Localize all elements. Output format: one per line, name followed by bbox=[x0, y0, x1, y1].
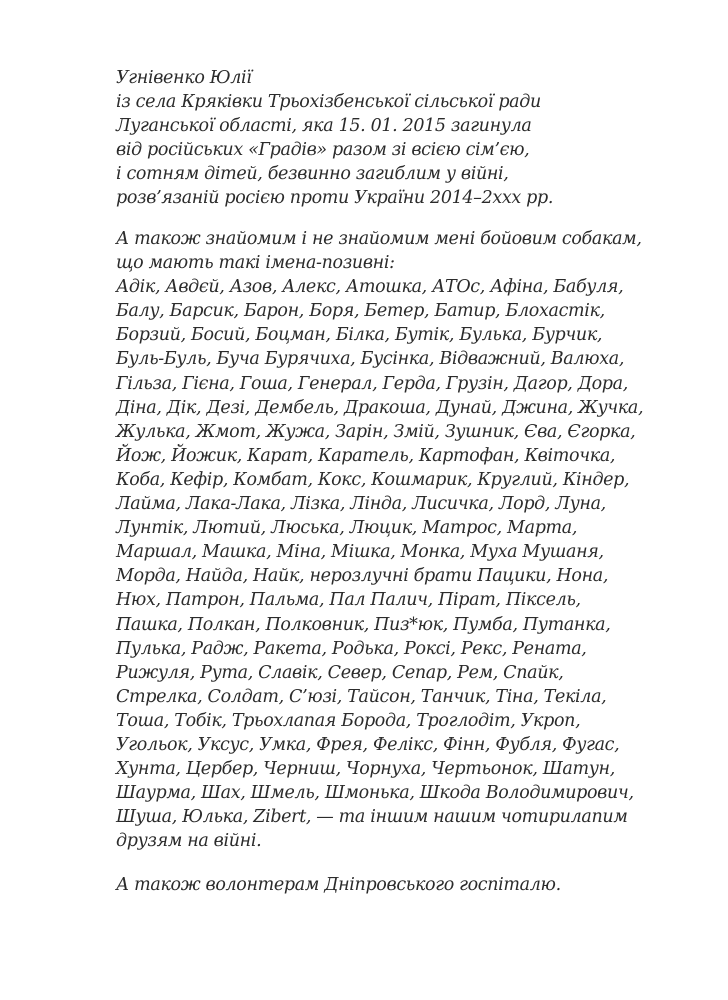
dog-names-line: Маршал, Машка, Міна, Мішка, Монка, Муха Мушаня, bbox=[116, 542, 604, 563]
dog-names-line: Угольок, Уксус, Умка, Фрея, Фелікс, Фінн, Фубля, Фугас, bbox=[116, 734, 620, 755]
dog-names-line: Коба, Кефір, Комбат, Кокс, Кошмарик, Круглий, Кіндер, bbox=[116, 469, 630, 490]
dog-names-line: Стрелка, Солдат, С’юзі, Тайсон, Танчик, Тіна, Текіла, bbox=[116, 686, 607, 707]
dog-names-line: Лунтік, Лютий, Люська, Люцик, Матрос, Марта, bbox=[116, 518, 578, 539]
dog-names-line: Нюх, Патрон, Пальма, Пал Палич, Пірат, Піксель, bbox=[116, 590, 581, 611]
dedication-paragraph bbox=[116, 66, 676, 211]
dog-names-line: Морда, Найда, Найк, нерозлучні брати Пацики, Нона, bbox=[116, 566, 609, 587]
dog-names-line: Пулька, Радж, Ракета, Родька, Роксі, Рекс, Рената, bbox=[116, 638, 587, 659]
volunteers-line: А також волонтерам Дніпровського госпіталю. bbox=[116, 875, 561, 895]
dog-names-line: Буль-Буль, Буча Бурячиха, Бусінка, Відважний, Валюха, bbox=[116, 349, 625, 370]
dog-names-line: Йож, Йожик, Карат, Каратель, Картофан, Квіточка, bbox=[116, 445, 616, 466]
dedication-line: і сотням дітей, безвинно загиблим у війні, bbox=[116, 164, 509, 185]
dog-names-line: Балу, Барсик, Барон, Боря, Бетер, Батир, Блохастік, bbox=[116, 301, 605, 322]
dog-names-line: Шуша, Юлька, Zibert, — та іншим нашим чотирилапим bbox=[116, 807, 628, 828]
dedication-line: Угнівенко Юлії bbox=[116, 68, 252, 88]
dog-names-line: Гільза, Гієна, Гоша, Генерал, Герда, Грузін, Дагор, Дора, bbox=[116, 373, 628, 394]
war-dogs-paragraph bbox=[116, 227, 676, 853]
dedication-line: Луганської області, яка 15. 01. 2015 загинула bbox=[116, 116, 532, 137]
dog-names-line: Пашка, Полкан, Полковник, Пиз*юк, Пумба, Путанка, bbox=[116, 614, 611, 635]
dog-names-line: Адік, Авдєй, Азов, Алекс, Атошка, АТОс, Афіна, Бабуля, bbox=[116, 277, 624, 298]
dog-names-line: Діна, Дік, Дезі, Дембель, Дракоша, Дунай, Джина, Жучка, bbox=[116, 397, 644, 418]
dog-names-line: Тоша, Тобік, Трьохлапая Борода, Троглодіт, Укроп, bbox=[116, 710, 581, 731]
dog-names-line: Рижуля, Рута, Славік, Север, Сепар, Рем, Спайк, bbox=[116, 662, 564, 683]
dog-names-line: Борзий, Босий, Боцман, Білка, Бутік, Булька, Бурчик, bbox=[116, 325, 603, 346]
dog-names-line: А також знайомим і не знайомим мені бойовим собакам, bbox=[116, 229, 642, 249]
dedication-line: від російських «Градів» разом зі всією сім’єю, bbox=[116, 140, 530, 161]
dog-names-line: Шаурма, Шах, Шмель, Шмонька, Шкода Володимирович, bbox=[116, 783, 634, 804]
dog-names-line: Жулька, Жмот, Жужа, Зарін, Змій, Зушник, Єва, Єгорка, bbox=[116, 421, 636, 442]
dog-names-line: друзям на війні. bbox=[116, 831, 262, 852]
volunteers-paragraph bbox=[116, 873, 676, 897]
dedication-line: розв’язаній росією проти України 2014–2ххх рр. bbox=[116, 188, 554, 209]
dog-names-line: що мають такі імена-позивні: bbox=[116, 253, 395, 274]
dog-names-line: Лайма, Лака-Лака, Лізка, Лінда, Лисичка, Лорд, Луна, bbox=[116, 494, 606, 515]
dog-names-line: Хунта, Цербер, Черниш, Чорнуха, Чертьонок, Шатун, bbox=[116, 759, 615, 780]
dedication-line: із села Кряківки Трьохізбенської сільської ради bbox=[116, 92, 541, 113]
